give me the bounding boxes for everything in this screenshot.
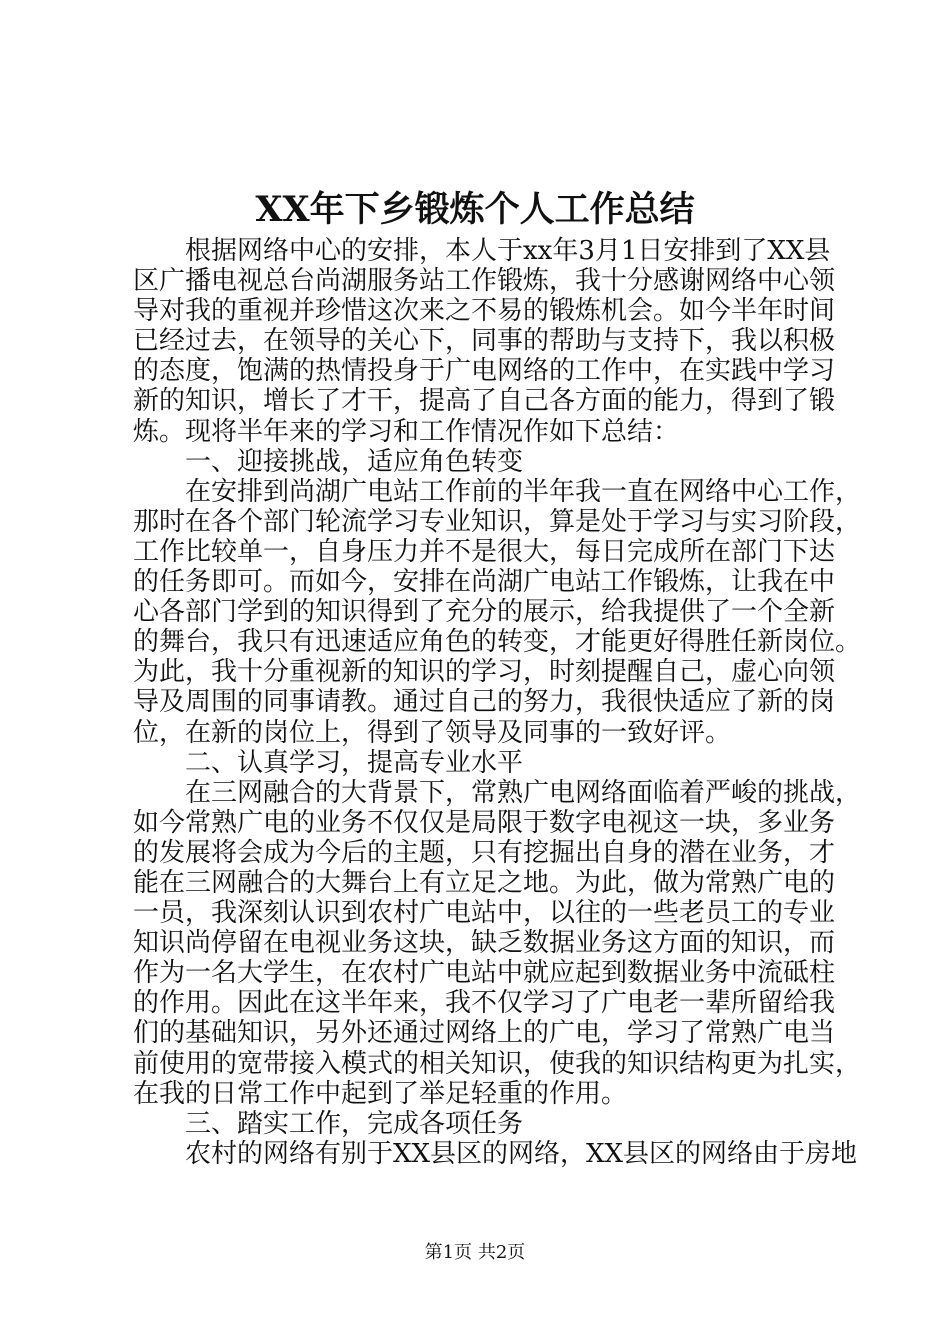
body-text-line: 工作比较单一，自身压力并不是很大，每日完成所在部门下达 [133,536,836,567]
body-text-line: 前使用的宽带接入模式的相关知识，使我的知识结构更为扎实， [133,1048,862,1079]
body-text-line: 已经过去，在领导的关心下，同事的帮助与支持下，我以积极 [133,326,836,357]
body-text-line: 那时在各个部门轮流学习专业知识，算是处于学习与实习阶段， [133,506,862,537]
body-text-line: 农村的网络有别于XX县区的网络，XX县区的网络由于房地 [133,1138,858,1169]
body-text-line: 的作用。因此在这半年来，我不仅学习了广电老一辈所留给我 [133,988,836,1019]
body-text-line: 的任务即可。而如今，安排在尚湖广电站工作锻炼，让我在中 [133,567,836,598]
body-text-line: 们的基础知识，另外还通过网络上的广电，学习了常熟广电当 [133,1018,836,1049]
body-text-line: 在安排到尚湖广电站工作前的半年我一直在网络中心工作， [133,476,862,507]
document-body [133,236,862,1169]
body-text-line: 的态度，饱满的热情投身于广电网络的工作中，在实践中学习 [133,356,836,387]
body-text-line: 三、踏实工作，完成各项任务 [133,1108,524,1139]
body-text-line: 在我的日常工作中起到了举足轻重的作用。 [133,1078,628,1109]
body-text-line: 能在三网融合的大舞台上有立足之地。为此，做为常熟广电的 [133,867,836,898]
body-text-line: 如今常熟广电的业务不仅仅是局限于数字电视这一块，多业务 [133,807,836,838]
body-text-line: 一、迎接挑战，适应角色转变 [133,446,524,477]
body-text-line: 根据网络中心的安排，本人于xx年3月1日安排到了XX县 [133,236,831,266]
body-text-line: 作为一名大学生，在农村广电站中就应起到数据业务中流砥柱 [133,958,836,989]
body-text-line: 二、认真学习，提高专业水平 [133,747,524,778]
body-text-line: 新的知识，增长了才干，提高了自己各方面的能力，得到了锻 [133,386,836,417]
body-text-line: 位，在新的岗位上，得到了领导及同事的一致好评。 [133,717,732,748]
document-title: XX年下乡锻炼个人工作总结 [255,189,695,230]
body-text-line: 为此，我十分重视新的知识的学习，时刻提醒自己，虚心向领 [133,657,836,688]
body-text-line: 在三网融合的大背景下，常熟广电网络面临着严峻的挑战， [133,777,862,808]
body-text-line: 的舞台，我只有迅速适应角色的转变，才能更好得胜任新岗位。 [133,627,862,658]
page-number-footer: 第1页 共2页 [424,1242,526,1263]
body-text-line: 知识尚停留在电视业务这块，缺乏数据业务这方面的知识，而 [133,928,836,959]
body-text-line: 导及周围的同事请教。通过自己的努力，我很快适应了新的岗 [133,687,836,718]
body-text-line: 心各部门学到的知识得到了充分的展示，给我提供了一个全新 [133,597,836,628]
body-text-line: 导对我的重视并珍惜这次来之不易的锻炼机会。如今半年时间 [133,296,836,327]
body-text-line: 一员，我深刻认识到农村广电站中，以往的一些老员工的专业 [133,898,836,929]
body-text-line: 的发展将会成为今后的主题，只有挖掘出自身的潜在业务，才 [133,837,836,868]
body-text-line: 区广播电视总台尚湖服务站工作锻炼，我十分感谢网络中心领 [133,266,836,297]
body-text-line: 炼。现将半年来的学习和工作情况作如下总结： [133,416,680,447]
